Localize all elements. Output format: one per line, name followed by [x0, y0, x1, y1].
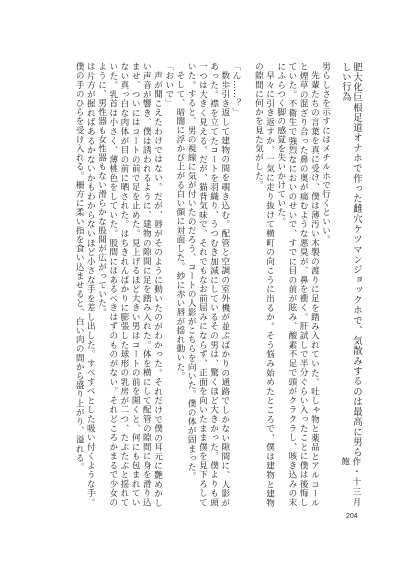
- paragraph-2: 先輩たちの言葉を真に受け、僕は薄汚い木製の渡りに足を踏み入れていた。吐しゃ物と薬品とアルコールと煙草の混ざり合った鼻の奥が痛むような悪臭が、鼻を衝く。肝試しで半分ぐらい入ったことに僕は後悔していた。不衛生で強烈なにおいのせいで、すでに目の前が眩み、酸素不足で頭がクラクラし、咳き込みの末にふらつく脚の感覚を失いかけていた。: [275, 62, 320, 507]
- paragraph-5: そして、暗闇に浮かび上がる白い顔に対面した。紗に赤い唇が揺れ動いた。: [174, 70, 185, 380]
- paragraph-3: 早々に引き返すか、一気に走り抜けて横町の向こうに出るか。そう悩み始めたところで、僕は建物と建物の隙間に何かを見た気がした。: [253, 62, 275, 507]
- dialogue-1: 「ん……？」: [230, 62, 241, 117]
- dialogue-2: 「おいで」: [163, 62, 174, 108]
- paragraph-4: 数歩引き返して建物の間を覗き込む。配管と空調の室外機が並ぶばかりの通路でしかない隙間に、人影があった。襟を立てたコートを羽織り、うつむき加減にしているその男は、驚くほど大きかった。僕よりも頭一つは大きく見える。だが、猫背気味で、それでもなお前屈みにならず、正面を向いたまま僕を見下ろしていた。すると、男の視線に気が付いたのだろう、コートの人影がこちらを向いた。僕の体が固まった。: [186, 62, 230, 507]
- section-break: [241, 62, 252, 507]
- title-line: [340, 62, 362, 507]
- paragraph-7: は片方が握ればあるかないかもわからないほど小さな手を差し出した。すべすべとした吸い付くような手。僕の手のひらを受け入れる。柵方に柔い指を食い込ませると、白い肉の間から盛り上がり、溢れる。: [74, 62, 96, 507]
- paragraph-1: 男らしさを示すにはメチルホで行くといい。: [320, 62, 331, 244]
- novel-body: [74, 62, 362, 507]
- paragraph-6: 声が聞こえたわけではない。だが、唇がそのように動いたのがわかった。それだけで僕の耳元に艶めかしい声音が響き、僕は誘われるように、建物の隙間に足を踏み入れた。体を横にして配管の隙間に身を滑り込ませ、ついにはコートの前で足を止めた。見上げるほど大きい男はコートの前を開くと、何にも包まれていない真っ白な肉体が目の前に晒された。はちきれんばかりに膨張した球形の乳房が二つ、たぷたぷと揺れていた。乳首は小さく、薄桃色をしていた。股間にはあるべきはずのものがない。それどころかまるで少女のように、男性器も女性器もない滑らかな股間が広がっていた。: [96, 62, 163, 507]
- story-title: 肥大化巨根足道オナホで作った雌穴ケツマンジョックホで、気散みするのは最高に男らしい行為: [339, 62, 362, 458]
- author-credit: 作・十三月飽: [340, 457, 362, 507]
- page-number: 204: [346, 513, 358, 520]
